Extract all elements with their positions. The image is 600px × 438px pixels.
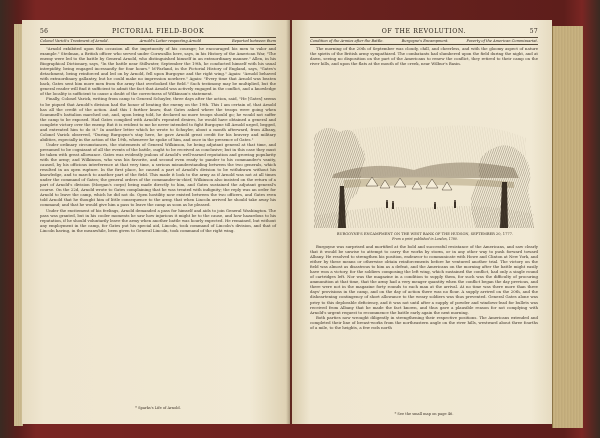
paragraph: "Arnold exhibited upon this occasion all the impetuosity of his courage; he encouraged his men to valor and example." Stedman, a British officer who served under Cornwallis here, says, in his History of the American War, "The enemy were led to the battle by General Arnold, who distinguished himself in an extraordinary manner." Allen, in his Biographical Dictionary, says, "In the battle near Stillwater, September the 19th, he conducted himself with his usual intrepidity, being engaged incessantly for four hours." M'Farland, in the Pictorial History of England, says, "Gates's detachment, being reinforced and led on by Arnold, fell upon Burgoyne and the right wing." Again: "Arnold behaved with extraordinary gallantry, but he could make no impression nowhere." Again: "Every time that Arnold was beaten back, Gates sent him more men from the army that overlooked the field." Such testimony may be multiplied, but the general reader will find it sufficient to admit the fact that Arnold was actively engaged in the conflict, and a knowledge of the locality is sufficient to cause a doubt of the correctness of Wilkinson's statement. xyxy=(40,46,276,97)
caption-source: From a print published in London, 1780. xyxy=(392,237,458,241)
right-page-header xyxy=(310,28,538,35)
left-page-number: 56 xyxy=(40,28,49,35)
right-footnote: * See the small map on page 46. xyxy=(394,412,454,416)
right-running-title: OF THE REVOLUTION. xyxy=(381,28,467,35)
right-page xyxy=(292,20,552,424)
left-subhead-line xyxy=(40,37,276,45)
right-body-text xyxy=(310,244,538,330)
left-running-title: PICTORIAL FIELD-BOOK xyxy=(112,28,205,35)
paragraph: Under the excitement of his feelings, Arnold demanded a pass for himself and aids to join General Washington. The pass was granted, but in his cooler moments he saw how injurious it might be to the cause, and how hazardous to his reputation, if he should voluntarily leave the army when another battle was hourly expected. He remained, but without any employment in the camp, for Gates put his special aid, Lincoln, took command of Lincoln's division, and that of Lincoln having, in the meanwhile, been given to General Lincoln, took command of the right wing. xyxy=(40,207,276,233)
right-subhead: Condition of the Armies after the Battle. xyxy=(310,39,384,43)
engraving-caption xyxy=(312,232,538,241)
left-body-text xyxy=(40,46,276,233)
paragraph: Finally, Colonel Varick, writing from camp to General Schuyler, three days after the action, said, "He [Gates] seems to be piqued that Arnold's division had the honor of beating the enemy on the 19th. This I am certain of, that Arnold has all the credit of the action. And this I further know, that Gates asked where the troops were going when Scammell's battalion marched out, and, upon being told, he declared no more troops should go; he would not suffer the camp to be exposed. Had Gates complied with Arnold's repeated desires, he would have obtained a general and complete victory over the enemy. But it is evident to me he never intended to fight Burgoyne till Arnold urged, begged, and entreated him to do it." In another letter which he wrote to Schuyler, about a month afterward, from Albany, Colonel Varick observed, "During Burgoyne's stay here, he gave Arnold great credit for his bravery and military abilities, especially in the action of the 19th, whenever he spoke of him, and once in the presence of Gates." xyxy=(40,96,276,142)
paragraph: Both parties now wrought diligently in strengthening their respective positions. The Americans extended and completed their line of breast-works from the northeastern angle on the river hills, westward about three fourths of a mile, to the heights, a few rods north xyxy=(310,314,538,330)
right-subhead-line xyxy=(310,37,538,45)
right-intro-text xyxy=(310,46,538,66)
right-subhead: Burgoyne's Encampment. xyxy=(401,39,449,43)
paragraph: Under ordinary circumstances, the statements of General Wilkinson, he being adjutant general at that time, and presumed to be cognizant of all the events of the battle, ought to be received as conclusive; but in this case they must be taken with great allowance. Gates was evidently jealous of Arnold's well-earned reputation and growing popularity with the army; and Wilkinson, who was his favorite, and second even ready to pander to his commander's vanity, caused, by his officious interference at that very time, a serious misunderstanding between the two generals, which resulted in an open rupture. In the first place, he caused a part of Arnold's division to be withdrawn without his knowledge, and to march to another part of the field. This made it look to the army as if Arnold was not at all times under the command of Gates; the general orders of the commander-in-chief, Wilkinson also insisted on the return of a part of Arnold's division (Morgan's corps) being made directly to him, and Gates sustained the adjutant general's course. On the 22d, Arnold wrote to Gates complaining that he was treated with indignity; the reply was an order for Arnold to leave the camp, which he did not do. Open hostility now existed between the two officers, and Gates even told Arnold that he thought him of little consequence to the army, that when Lincoln arrived he should take away his command; and that he would give him a pass to leave the camp as soon as he pleased. xyxy=(40,141,276,208)
left-subhead: Colonel Varick's Treatment of Arnold. xyxy=(40,39,109,43)
burgoyne-encampment-engraving xyxy=(314,116,534,228)
left-subhead: Arnold's Letter respecting Arnold xyxy=(139,39,202,43)
left-page xyxy=(22,20,290,424)
right-page-number: 57 xyxy=(529,28,538,35)
paragraph: The morning of the 20th of September was cloudy, chill, and cheerless, and with the gloomy aspect of nature the spirits of the British army sympathized. The combatants had slumbered upon the field during the night, and at dawn, seeing no disposition on the part of the Americans to renew the conflict, they retired to their camp on the river hills, and upon the flats at the mouth of the creek, near Wilbur's Basin. xyxy=(310,46,538,67)
left-subhead: Reported between them xyxy=(232,39,276,43)
right-subhead: Poverty of the American Commissariat. xyxy=(466,39,538,43)
left-footnote: * Sparks's Life of Arnold. xyxy=(135,406,181,410)
caption-title: BURGOYNE'S ENCAMPMENT ON THE WEST BANK OF THE HUDSON, SEPTEMBER 20, 1777. xyxy=(336,232,514,236)
right-page-edges xyxy=(552,26,583,428)
left-page-header xyxy=(40,28,276,35)
paragraph: Burgoyne was surprised and mortified at the bold and successful resistance of the Americans, and saw clearly that it would be unwise to attempt to carry the works by storm, or in any other way to push forward toward Albany. He resolved to strengthen his position, endeavor to communicate with Howe and Clinton at New York, and either by these means or otherwise obtain reinforcements before he ventured another trial. The victory on the field was almost as disastrous to him as a defeat, and the Americans on the morning after the battle might easily have won a victory, for the soldiers composing the left wing, which sustained the conflict, had only a single round of cartridges left. Nor was the magazine in a condition to supply them, for such was the difficulty of procuring ammunition at that time, that the army had a very meager quantity when the conflict began the day previous, and there were not in the magazine forty rounds to each man at the arrival. At no time was there more than three days' provisions in the camp, and on the day of action there was no flour. A supply arrived on the 20th, and the disheartening contingency of short allowance to the weary soldiers was thus prevented. General Gates alone was privy to this deplorable deficiency, and it was not until after a supply of powder and windows-lead for bullets was received from Albany that he made the fact known, and thus gave a plausible reason for not complying with Arnold's urgent request to recommence the battle early again the next morning. xyxy=(310,244,538,315)
